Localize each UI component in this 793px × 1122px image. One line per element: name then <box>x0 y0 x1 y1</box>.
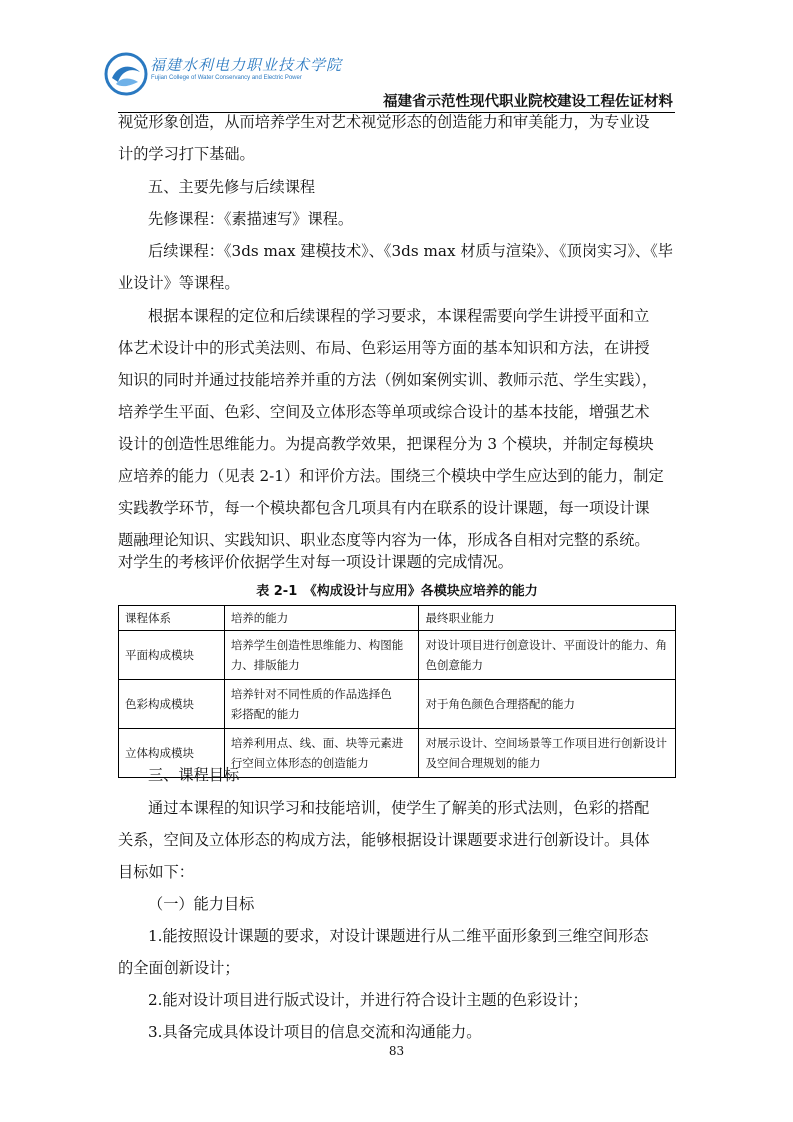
header-title: 福建省示范性现代职业院校建设工程佐证材料 <box>383 94 673 110</box>
table-cell-ability: 培养学生创造性思维能力、构图能 力、排版能力 <box>224 631 419 680</box>
body-line: 根据本课程的定位和后续课程的学习要求，本课程需要向学生讲授平面和立 <box>148 307 650 325</box>
subsection-heading: （一）能力目标 <box>148 895 255 913</box>
body-line: 应培养的能力（见表 2-1）和评价方法。围绕三个模块中学生应达到的能力，制定 <box>118 467 664 485</box>
table-row <box>119 680 676 729</box>
section-heading: 五、主要先修与后续课程 <box>148 178 316 196</box>
page-number: 83 <box>388 1044 405 1058</box>
body-line: 业设计》等课程。 <box>118 274 240 292</box>
body-line: 2.能对设计项目进行版式设计，并进行符合设计主题的色彩设计； <box>148 991 588 1009</box>
body-line: 通过本课程的知识学习和技能培训，使学生了解美的形式法则，色彩的搭配 <box>148 799 650 817</box>
table-cell-system: 平面构成模块 <box>119 631 225 680</box>
logo-chinese-text: 福建水利电力职业技术学院 <box>150 56 343 74</box>
table-header-row <box>119 606 676 631</box>
body-line: 1.能按照设计课题的要求，对设计课题进行从二维平面形象到三维空间形态 <box>148 927 649 945</box>
body-line: 的全面创新设计； <box>118 959 240 977</box>
body-line: 题融理论知识、实践知识、职业态度等内容为一体，形成各自相对完整的系统。 <box>118 531 650 549</box>
college-logo <box>104 46 343 100</box>
body-line: 设计的创造性思维能力。为提高教学效果，把课程分为 3 个模块，并制定每模块 <box>118 435 654 453</box>
table-caption: 表 2-1 《构成设计与应用》各模块应培养的能力 <box>256 584 538 599</box>
table-cell-career: 对设计项目进行创意设计、平面设计的能力、角 色创意能力 <box>419 631 676 680</box>
table-cell-system: 色彩构成模块 <box>119 680 225 729</box>
table-cell-career: 对于角色颜色合理搭配的能力 <box>419 680 676 729</box>
body-line: 关系，空间及立体形态的构成方法，能够根据设计课题要求进行创新设计。具体 <box>118 831 650 849</box>
body-line: 计的学习打下基础。 <box>118 145 255 163</box>
table-header-cell: 最终职业能力 <box>419 606 676 631</box>
body-line: 体艺术设计中的形式美法则、布局、色彩运用等方面的基本知识和方法，在讲授 <box>118 339 650 357</box>
body-line: 后续课程：《3ds max 建模技术》、《3ds max 材质与渲染》、《顶岗实习》、《毕 <box>148 242 673 260</box>
table-cell-ability: 培养针对不同性质的作品选择色 彩搭配的能力 <box>224 680 419 729</box>
body-line: 视觉形象创造，从而培养学生对艺术视觉形态的创造能力和审美能力，为专业设 <box>118 113 650 131</box>
section-heading: 三、课程目标 <box>148 766 240 784</box>
body-line: 培养学生平面、色彩、空间及立体形态等单项或综合设计的基本技能，增强艺术 <box>118 403 650 421</box>
body-line: 3.具备完成具体设计项目的信息交流和沟通能力。 <box>148 1023 482 1041</box>
logo-english-text: Fujian College of Water Conservancy and Electric Power <box>151 75 302 81</box>
table-cell-ability: 培养利用点、线、面、块等元素进 行空间立体形态的创造能力 <box>224 729 419 778</box>
college-emblem-icon <box>104 52 148 96</box>
table-cell-career: 对展示设计、空间场景等工作项目进行创新设计 及空间合理规划的能力 <box>419 729 676 778</box>
body-line: 目标如下： <box>118 863 194 881</box>
body-line: 先修课程：《素描速写》课程。 <box>148 210 354 228</box>
abilities-table <box>118 605 676 778</box>
table-row <box>119 631 676 680</box>
table-cell-system: 立体构成模块 <box>119 729 225 778</box>
body-line: 实践教学环节，每一个模块都包含几项具有内在联系的设计课题，每一项设计课 <box>118 499 650 517</box>
table-header-cell: 课程体系 <box>119 606 225 631</box>
body-line: 对学生的考核评价依据学生对每一项设计课题的完成情况。 <box>118 553 513 571</box>
body-line: 知识的同时并通过技能培养并重的方法（例如案例实训、教师示范、学生实践）， <box>118 371 658 389</box>
table-header-cell: 培养的能力 <box>224 606 419 631</box>
